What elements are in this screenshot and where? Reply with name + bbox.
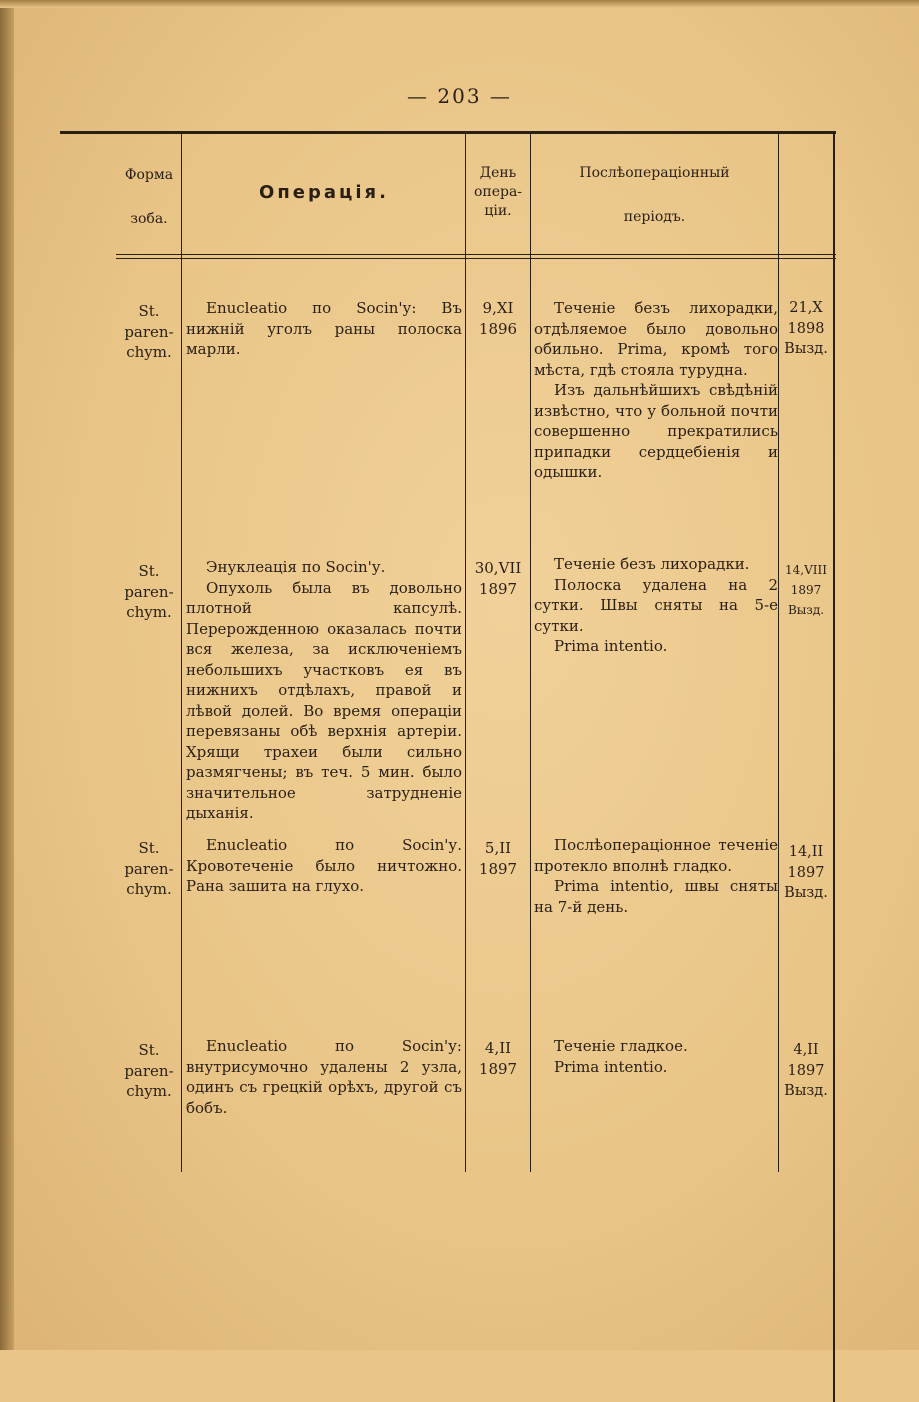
header-day: День опера- ціи. [473, 165, 523, 219]
page-number: — 203 — [407, 84, 512, 108]
header-bottom-rule-2 [116, 258, 836, 259]
table-top-rule [60, 131, 836, 134]
row1-day: 9,XI 1896 [478, 299, 518, 338]
row3-operation: Enucleatio по Socin'у. Кровотеченіе было ничтожно. Рана зашита на глухо. [186, 836, 462, 895]
column-divider-4 [778, 132, 779, 1172]
row4-result: 4,II 1897 Вызд. [784, 1042, 828, 1099]
column-divider-3 [530, 132, 531, 1172]
header-bottom-rule [116, 254, 836, 255]
row4-day: 4,II 1897 [478, 1039, 518, 1078]
row4-form: St. paren- chym. [124, 1041, 174, 1100]
row2-operation: Энуклеація по Socin'у. Опухоль была въ довольно плотной капсулѣ. Перерожденною оказалась почти вся железа, за исключеніемъ небольшихъ участковъ ея въ нижнихъ отдѣлахъ, правой и лѣвой долей. Во время операціи перевязаны обѣ верхнія артеріи. Хрящи трахеи были сильно размягчены; въ теч. 5 мин. было значительное затрудненіе дыханія. [186, 558, 462, 822]
row1-form: St. paren- chym. [124, 302, 174, 361]
row1-postop: Теченіе безъ лихорадки, отдѣляемое было довольно обильно. Prima, кромѣ того мѣста, гдѣ стояла турудна. Изъ дальнѣйшихъ свѣдѣній извѣстно, что у больной почти совершенно прекратились припадки сердцебіенія и одышки. [534, 299, 778, 481]
row2-result: 14,VIII 1897 Вызд. [785, 563, 827, 617]
header-operation: Операція. [259, 182, 389, 203]
row3-form: St. paren- chym. [124, 839, 174, 898]
row1-operation: Enucleatio по Socin'у: Въ нижній уголъ раны полоска марли. [186, 299, 462, 358]
page-top-edge [0, 0, 919, 8]
row3-day: 5,II 1897 [478, 839, 518, 878]
page-binding-edge [0, 0, 14, 1350]
row2-postop: Теченіе безъ лихорадки. Полоска удалена на 2 сутки. Швы сняты на 5-е сутки. Prima intentio. [534, 555, 778, 655]
row4-postop: Теченіе гладкое. Prima intentio. [554, 1037, 688, 1076]
row4-operation: Enucleatio по Socin'у: внутрисумочно удалены 2 узла, одинъ съ грецкій орѣхъ, другой съ бобъ. [186, 1037, 462, 1117]
row2-form: St. paren- chym. [124, 562, 174, 621]
row2-day: 30,VII 1897 [474, 559, 522, 598]
column-divider-1 [181, 132, 182, 1172]
row3-postop: Послѣоперaціонное теченіе протекло вполнѣ гладко. Prima intentio, швы сняты на 7-й день. [534, 836, 778, 916]
column-divider-2 [465, 132, 466, 1172]
header-postop: Послѣоперaціонный періодъ. [579, 165, 730, 225]
row1-result: 21,X 1898 Вызд. [784, 300, 828, 357]
header-form: Форма зоба. [124, 167, 174, 227]
row3-result: 14,II 1897 Вызд. [784, 844, 828, 901]
